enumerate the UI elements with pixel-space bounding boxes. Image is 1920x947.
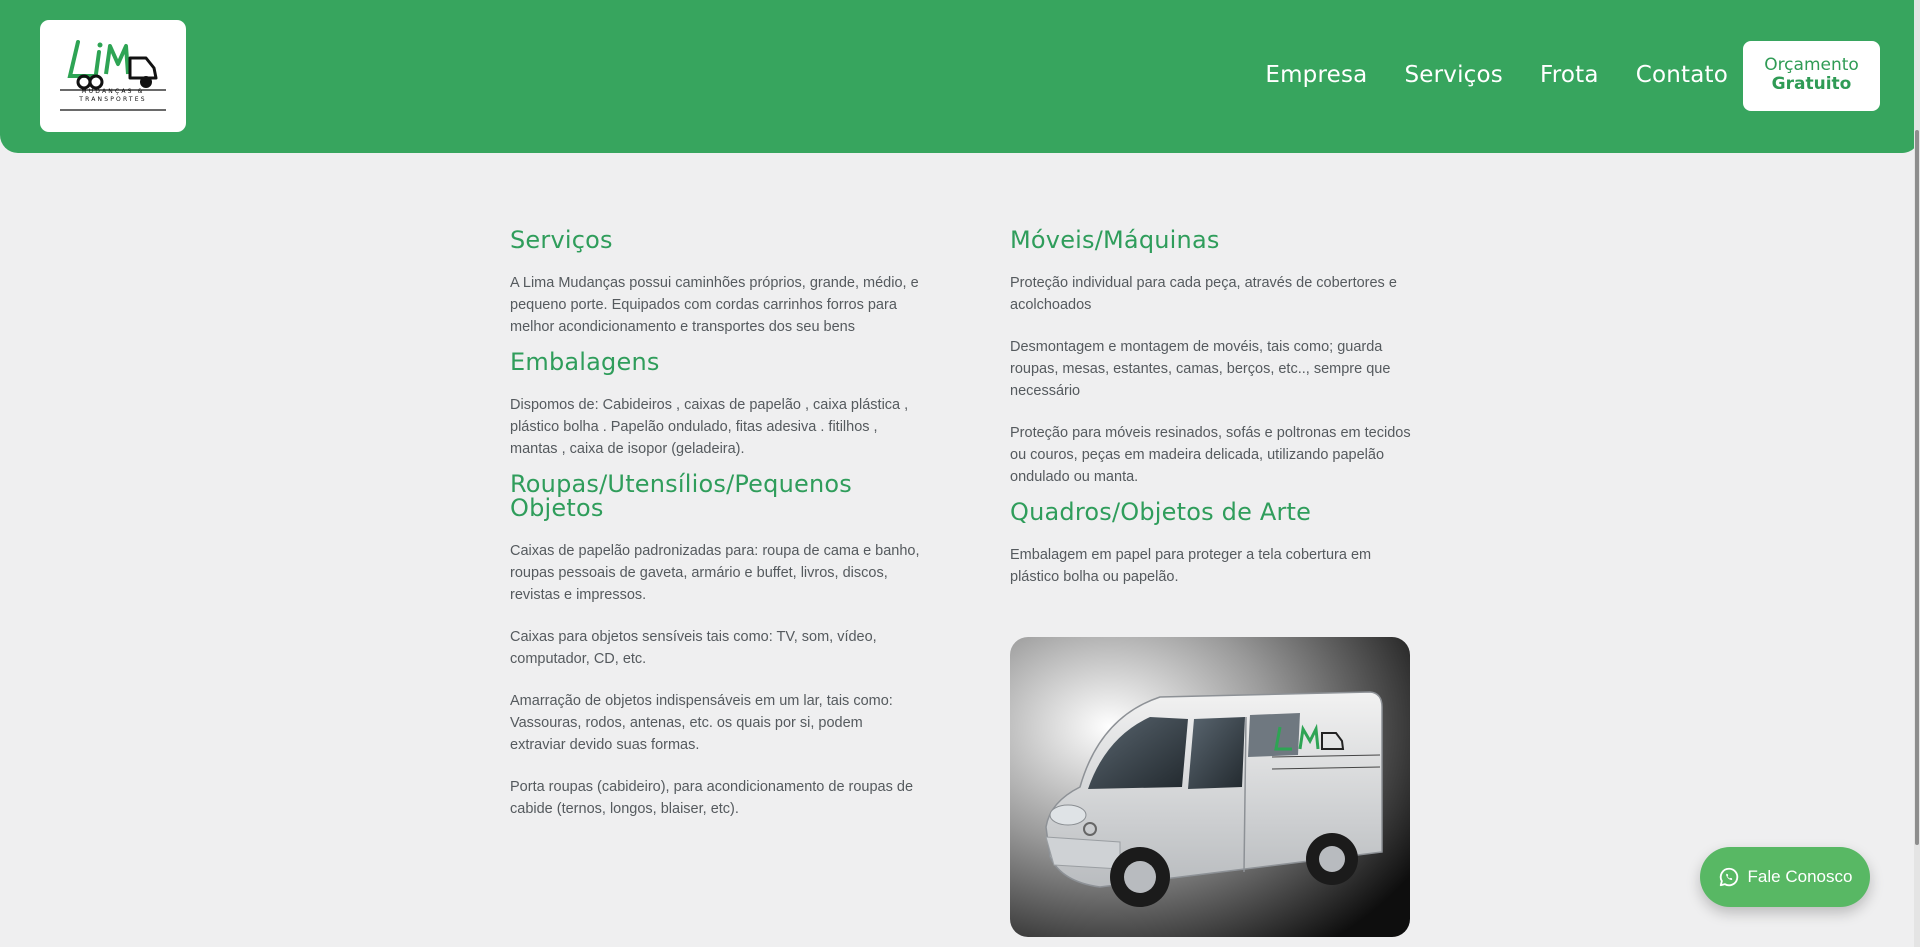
van-image: [1010, 637, 1410, 937]
free-quote-line1: Orçamento: [1764, 55, 1859, 75]
left-column: [510, 228, 920, 840]
main-nav: [1265, 58, 1728, 92]
text-roupas-3: Amarração de objetos indispensáveis em um lar, tais como: Vassouras, rodos, antenas, etc. os quais por si, podem extraviar devido suas formas.: [510, 693, 893, 753]
text-roupas-4: Porta roupas (cabideiro), para acondicionamento de roupas de cabide (ternos, longos, blaiser, etc).: [510, 779, 914, 817]
nav-link-servicos[interactable]: Serviços: [1404, 62, 1503, 88]
logo-truck-icon: [54, 36, 172, 118]
text-quadros: Embalagem em papel para proteger a tela cobertura em plástico bolha ou papelão.: [1010, 547, 1372, 585]
nav-link-contato[interactable]: Contato: [1635, 62, 1728, 88]
text-moveis-1: Proteção individual para cada peça, através de cobertores e acolchoados: [1010, 275, 1397, 313]
heading-quadros: Quadros/Objetos de Arte: [1010, 498, 1312, 526]
text-moveis-2: Desmontagem e montagem de movéis, tais como; guarda roupas, mesas, estantes, camas, berços, etc.., sempre que necessário: [1010, 339, 1391, 399]
heading-roupas: Roupas/Utensílios/Pequenos Objetos: [510, 470, 852, 522]
text-roupas-2: Caixas para objetos sensíveis tais como: TV, som, vídeo, computador, CD, etc.: [510, 629, 877, 667]
logo[interactable]: [40, 20, 186, 132]
scrollbar-thumb[interactable]: [1915, 130, 1919, 845]
free-quote-button[interactable]: [1743, 41, 1880, 111]
scrollbar[interactable]: [1914, 0, 1920, 947]
right-column: [1010, 228, 1420, 608]
text-roupas-1: Caixas de papelão padronizadas para: roupa de cama e banho, roupas pessoais de gaveta, armário e buffet, livros, discos, revistas e impressos.: [510, 543, 920, 603]
site-header: [0, 0, 1920, 153]
whatsapp-label: Fale Conosco: [1747, 867, 1853, 886]
heading-servicos: Serviços: [510, 226, 613, 254]
whatsapp-icon: [1718, 866, 1740, 888]
logo-subtitle: MUDANÇAS & TRANSPORTES: [79, 88, 147, 103]
whatsapp-button[interactable]: [1700, 847, 1870, 907]
heading-embalagens: Embalagens: [510, 348, 660, 376]
van-illustration: [1010, 637, 1410, 937]
text-servicos: A Lima Mudanças possui caminhões próprios, grande, médio, e pequeno porte. Equipados com cordas carrinhos forros para melhor acondicionamento e transportes dos seu bens: [510, 275, 919, 335]
nav-link-frota[interactable]: Frota: [1539, 62, 1599, 88]
heading-moveis: Móveis/Máquinas: [1010, 226, 1220, 254]
text-embalagens: Dispomos de: Cabideiros , caixas de papelão , caixa plástica , plástico bolha . Papelão ondulado, fitas adesiva . fitilhos , mantas , caixa de isopor (geladeira).: [510, 397, 909, 457]
nav-link-empresa[interactable]: Empresa: [1265, 62, 1368, 88]
text-moveis-3: Proteção para móveis resinados, sofás e poltronas em tecidos ou couros, peças em madeira delicada, utilizando papelão ondulado ou manta.: [1010, 425, 1411, 485]
free-quote-line2: Gratuito: [1771, 74, 1852, 94]
